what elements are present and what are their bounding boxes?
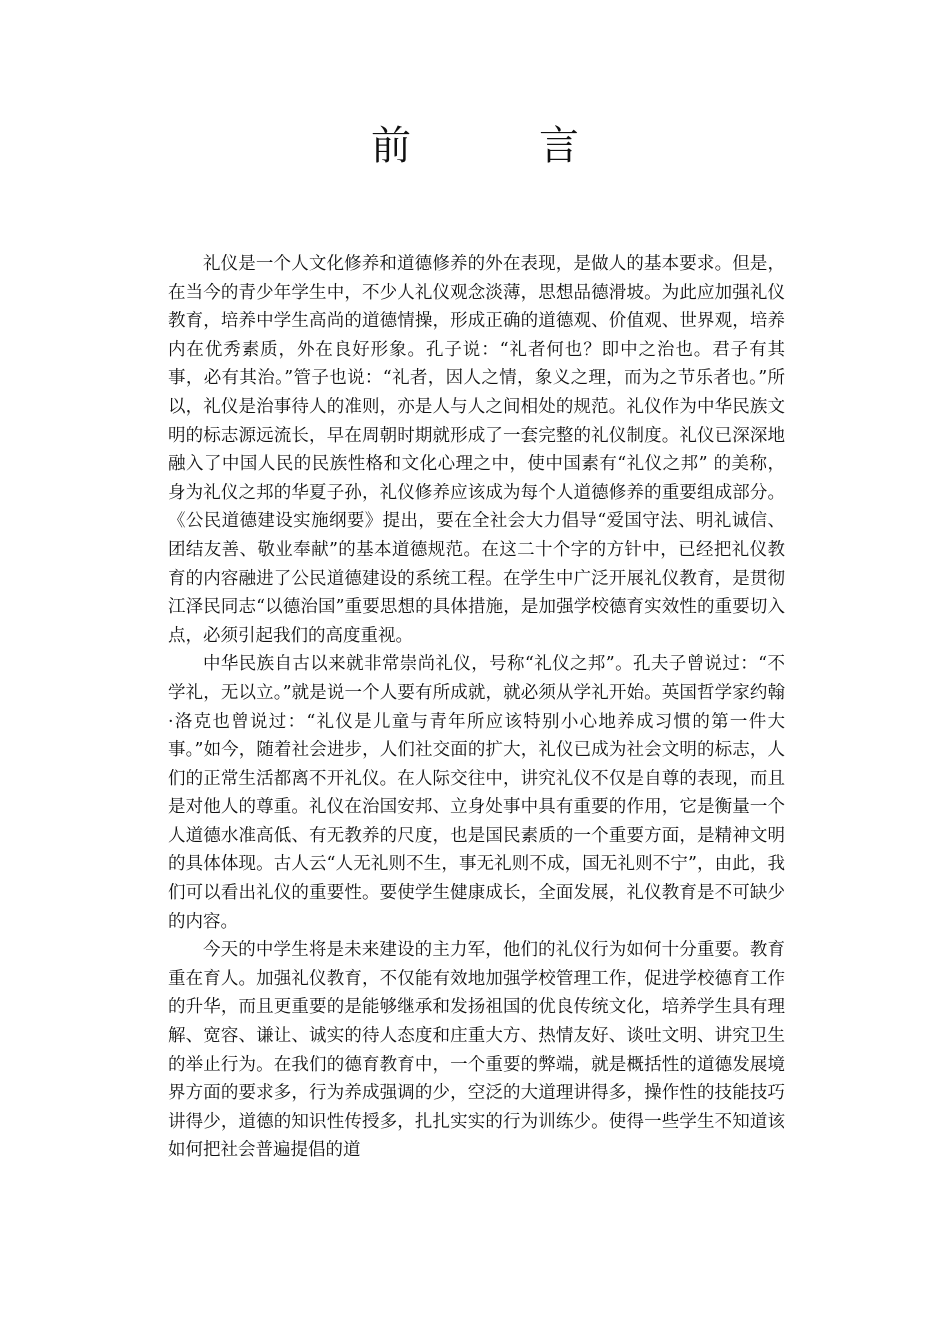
body-text bbox=[168, 250, 785, 1165]
page-title: 前 言 bbox=[371, 123, 623, 169]
paragraph-2: 中华民族自古以来就非常崇尚礼仪，号称“礼仪之邦”。孔夫子曾说过：“不学礼，无以立。”就是说一个人要有所成就，就必须从学礼开始。英国哲学家约翰·洛克也曾说过：“礼仪是儿童与青年所应该特别小心地养成习惯的第一件大事。”如今，随着社会进步，人们社交面的扩大，礼仪已成为社会文明的标志，人们的正常生活都离不开礼仪。在人际交往中，讲究礼仪不仅是自尊的表现，而且是对他人的尊重。礼仪在治国安邦、立身处事中具有重要的作用，它是衡量一个人道德水准高低、有无教养的尺度，也是国民素质的一个重要方面，是精神文明的具体体现。古人云“人无礼则不生，事无礼则不成，国无礼则不宁”，由此，我们可以看出礼仪的重要性。要使学生健康成长，全面发展，礼仪教育是不可缺少的内容。 bbox=[168, 654, 785, 932]
paragraph-3: 今天的中学生将是未来建设的主力军，他们的礼仪行为如何十分重要。教育重在育人。加强礼仪教育，不仅能有效地加强学校管理工作，促进学校德育工作的升华，而且更重要的是能够继承和发扬祖国的优良传统文化，培养学生具有理解、宽容、谦让、诚实的待人态度和庄重大方、热情友好、谈吐文明、讲究卫生的举止行为。在我们的德育教育中，一个重要的弊端，就是概括性的道德发展境界方面的要求多，行为养成强调的少，空泛的大道理讲得多，操作性的技能技巧讲得少，道德的知识性传授多，扎扎实实的行为训练少。使得一些学生不知道该如何把社会普遍提倡的道 bbox=[168, 940, 785, 1161]
paragraph-1: 礼仪是一个人文化修养和道德修养的外在表现，是做人的基本要求。但是，在当今的青少年学生中，不少人礼仪观念淡薄，思想品德滑坡。为此应加强礼仪教育，培养中学生高尚的道德情操，形成正确的道德观、价值观、世界观，培养内在优秀素质，外在良好形象。孔子说：“礼者何也？即中之治也。君子有其事，必有其治。”管子也说：“礼者，因人之情，象义之理，而为之节乐者也。”所以，礼仪是治事待人的准则，亦是人与人之间相处的规范。礼仪作为中华民族文明的标志源远流长，早在周朝时期就形成了一套完整的礼仪制度。礼仪已深深地融入了中国人民的民族性格和文化心理之中，使中国素有“礼仪之邦” 的美称， 身为礼仪之邦的华夏子孙，礼仪修养应该成为每个人道德修养的重要组成部分。《公民道德建设实施纲要》提出，要在全社会大力倡导“爱国守法、明礼诚信、团结友善、敬业奉献”的基本道德规范。在这二十个字的方针中，已经把礼仪教育的内容融进了公民道德建设的系统工程。在学生中广泛开展礼仪教育，是贯彻江泽民同志“以德治国”重要思想的具体措施，是加强学校德育实效性的重要切入点，必须引起我们的高度重视。 bbox=[168, 254, 785, 646]
